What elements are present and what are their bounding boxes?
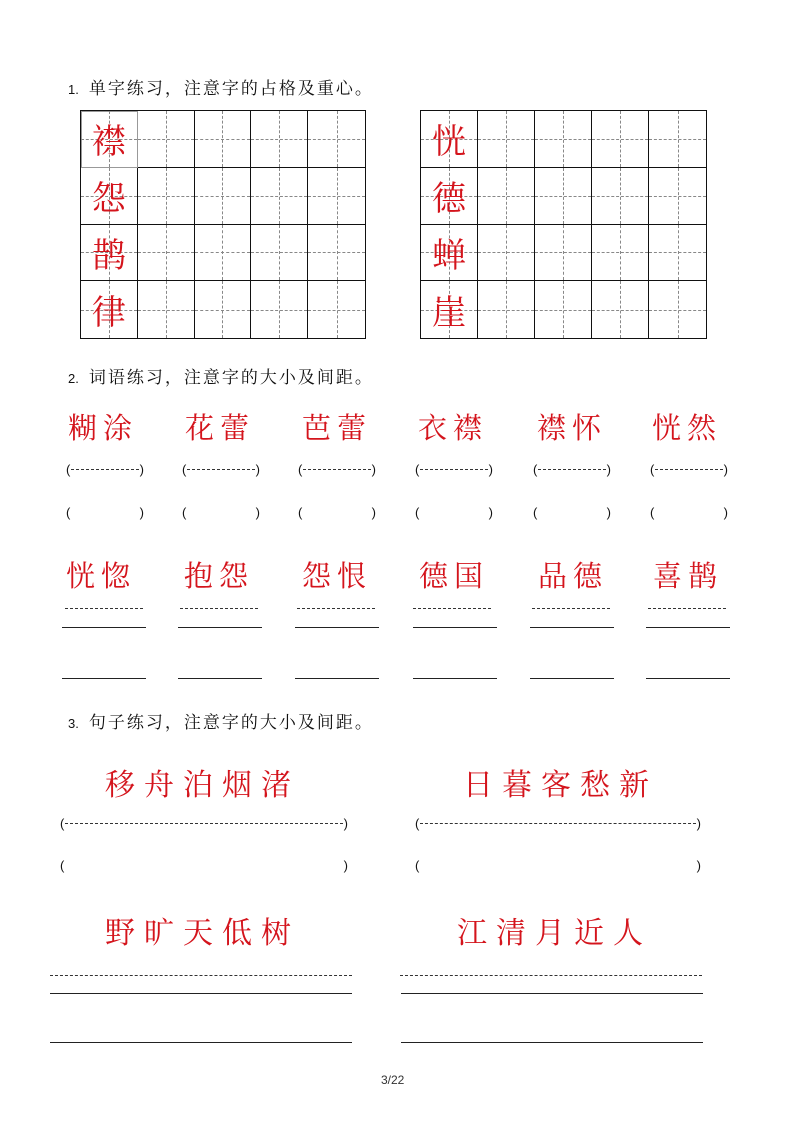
open-paren: ( <box>66 505 71 520</box>
model-word: 襟怀 <box>537 411 608 445</box>
model-word: 芭蕾 <box>302 411 373 445</box>
dotted-guide <box>420 823 695 824</box>
close-paren: ) <box>488 462 493 477</box>
grid-cell[interactable] <box>138 168 195 225</box>
dotted-guide <box>413 608 491 609</box>
model-word: 德国 <box>419 559 490 593</box>
model-word: 喜鹊 <box>653 559 724 593</box>
dotted-guide <box>400 975 702 976</box>
grid-cell-model <box>421 111 478 168</box>
grid-cell[interactable] <box>308 168 365 225</box>
open-paren: ( <box>60 858 65 873</box>
close-paren: ) <box>343 816 348 831</box>
grid-cell-model <box>81 111 138 168</box>
open-paren: ( <box>182 462 187 477</box>
close-paren: ) <box>606 505 611 520</box>
section-number: 1. <box>68 82 79 97</box>
model-sentence: 日暮客愁新 <box>463 768 658 803</box>
open-paren: ( <box>650 505 655 520</box>
dotted-guide <box>655 469 722 470</box>
dotted-guide <box>303 469 370 470</box>
section-number: 2. <box>68 371 79 386</box>
open-paren: ( <box>415 462 420 477</box>
section-number: 3. <box>68 716 79 731</box>
close-paren: ) <box>723 462 728 477</box>
writing-line[interactable] <box>178 678 262 679</box>
section-2-heading <box>68 363 374 388</box>
section-title: 词语练习，注意字的大小及间距。 <box>88 368 374 388</box>
dotted-guide <box>71 469 138 470</box>
dotted-guide <box>65 608 143 609</box>
model-sentence: 野旷天低树 <box>105 916 300 951</box>
writing-line[interactable] <box>530 678 614 679</box>
grid-cell[interactable] <box>592 168 649 225</box>
grid-cell[interactable] <box>478 111 535 168</box>
open-paren: ( <box>533 505 538 520</box>
answer-input[interactable] <box>182 505 260 520</box>
pinyin-input[interactable] <box>533 462 611 477</box>
grid-cell[interactable] <box>251 281 308 338</box>
grid-cell[interactable] <box>649 225 706 282</box>
open-paren: ( <box>415 505 420 520</box>
grid-cell[interactable] <box>138 225 195 282</box>
open-paren: ( <box>60 816 65 831</box>
model-char: 怨 <box>91 179 126 220</box>
pinyin-input[interactable] <box>182 462 260 477</box>
pinyin-input[interactable] <box>60 816 348 831</box>
grid-cell[interactable] <box>649 168 706 225</box>
grid-cell[interactable] <box>195 225 252 282</box>
answer-input[interactable] <box>60 858 348 873</box>
model-word: 花蕾 <box>185 411 256 445</box>
grid-cell[interactable] <box>251 111 308 168</box>
grid-cell[interactable] <box>195 111 252 168</box>
close-paren: ) <box>255 505 260 520</box>
page-number: 3/22 <box>381 1073 405 1087</box>
dotted-guide <box>297 608 375 609</box>
grid-cell-model <box>421 168 478 225</box>
pinyin-input[interactable] <box>298 462 376 477</box>
answer-input[interactable] <box>415 858 701 873</box>
close-paren: ) <box>139 462 144 477</box>
model-char: 律 <box>91 293 126 334</box>
dotted-guide <box>50 975 352 976</box>
model-word: 恍惚 <box>66 559 137 593</box>
model-word: 抱怨 <box>184 559 255 593</box>
model-char: 襟 <box>91 122 126 163</box>
writing-line[interactable] <box>530 627 614 628</box>
close-paren: ) <box>371 505 376 520</box>
dotted-guide <box>532 608 610 609</box>
model-word: 品德 <box>538 559 609 593</box>
open-paren: ( <box>66 462 71 477</box>
grid-cell-model <box>81 281 138 338</box>
model-word: 恍然 <box>652 411 723 445</box>
grid-cell[interactable] <box>649 281 706 338</box>
dotted-guide <box>180 608 258 609</box>
grid-cell[interactable] <box>592 281 649 338</box>
writing-line[interactable] <box>413 678 497 679</box>
pinyin-input[interactable] <box>415 462 493 477</box>
grid-cell[interactable] <box>308 225 365 282</box>
grid-cell[interactable] <box>251 225 308 282</box>
model-char: 崖 <box>432 293 466 334</box>
model-sentence: 移舟泊烟渚 <box>105 768 300 803</box>
writing-line[interactable] <box>646 627 730 628</box>
dotted-guide <box>648 608 726 609</box>
grid-cell-model <box>81 168 138 225</box>
close-paren: ) <box>606 462 611 477</box>
section-1-heading <box>68 74 374 99</box>
writing-line[interactable] <box>295 627 379 628</box>
model-word: 怨恨 <box>302 559 373 593</box>
grid-cell[interactable] <box>478 281 535 338</box>
model-word: 衣襟 <box>418 411 489 445</box>
writing-line[interactable] <box>62 678 146 679</box>
close-paren: ) <box>343 858 348 873</box>
writing-line[interactable] <box>178 627 262 628</box>
grid-cell-model <box>81 225 138 282</box>
grid-cell[interactable] <box>195 281 252 338</box>
grid-cell-model <box>421 225 478 282</box>
close-paren: ) <box>696 858 701 873</box>
pinyin-input[interactable] <box>650 462 728 477</box>
answer-input[interactable] <box>650 505 728 520</box>
answer-input[interactable] <box>66 505 144 520</box>
grid-cell[interactable] <box>535 111 592 168</box>
close-paren: ) <box>488 505 493 520</box>
close-paren: ) <box>696 816 701 831</box>
open-paren: ( <box>298 505 303 520</box>
grid-cell[interactable] <box>478 225 535 282</box>
close-paren: ) <box>255 462 260 477</box>
answer-input[interactable] <box>298 505 376 520</box>
grid-cell[interactable] <box>535 281 592 338</box>
dotted-guide <box>420 469 487 470</box>
grid-cell[interactable] <box>478 168 535 225</box>
section-3-heading <box>68 708 374 733</box>
open-paren: ( <box>415 858 420 873</box>
section-title: 句子练习，注意字的大小及间距。 <box>88 713 374 733</box>
open-paren: ( <box>298 462 303 477</box>
grid-cell[interactable] <box>308 111 365 168</box>
dotted-guide <box>65 823 342 824</box>
writing-line[interactable] <box>50 993 352 994</box>
practice-grid-right <box>420 110 707 339</box>
dotted-guide <box>538 469 605 470</box>
close-paren: ) <box>723 505 728 520</box>
writing-line[interactable] <box>50 1042 352 1043</box>
section-title: 单字练习，注意字的占格及重心。 <box>88 79 374 99</box>
close-paren: ) <box>139 505 144 520</box>
practice-grid-left <box>80 110 366 339</box>
open-paren: ( <box>533 462 538 477</box>
grid-cell[interactable] <box>649 111 706 168</box>
model-char: 蝉 <box>432 235 466 276</box>
grid-cell[interactable] <box>592 225 649 282</box>
pinyin-input[interactable] <box>415 816 701 831</box>
writing-line[interactable] <box>646 678 730 679</box>
model-sentence: 江清月近人 <box>457 916 652 951</box>
model-char: 德 <box>432 179 466 220</box>
grid-cell-model <box>421 281 478 338</box>
answer-input[interactable] <box>533 505 611 520</box>
grid-cell[interactable] <box>535 168 592 225</box>
grid-cell[interactable] <box>592 111 649 168</box>
model-char: 鹊 <box>91 235 126 276</box>
close-paren: ) <box>371 462 376 477</box>
answer-input[interactable] <box>415 505 493 520</box>
model-char: 恍 <box>432 122 466 163</box>
pinyin-input[interactable] <box>66 462 144 477</box>
grid-cell[interactable] <box>138 281 195 338</box>
writing-line[interactable] <box>413 627 497 628</box>
writing-line[interactable] <box>401 993 703 994</box>
writing-line[interactable] <box>62 627 146 628</box>
grid-cell[interactable] <box>308 281 365 338</box>
writing-line[interactable] <box>295 678 379 679</box>
open-paren: ( <box>182 505 187 520</box>
grid-cell[interactable] <box>251 168 308 225</box>
dotted-guide <box>187 469 254 470</box>
model-word: 糊涂 <box>68 411 139 445</box>
grid-cell[interactable] <box>138 111 195 168</box>
grid-cell[interactable] <box>195 168 252 225</box>
writing-line[interactable] <box>401 1042 703 1043</box>
open-paren: ( <box>415 816 420 831</box>
open-paren: ( <box>650 462 655 477</box>
grid-cell[interactable] <box>535 225 592 282</box>
